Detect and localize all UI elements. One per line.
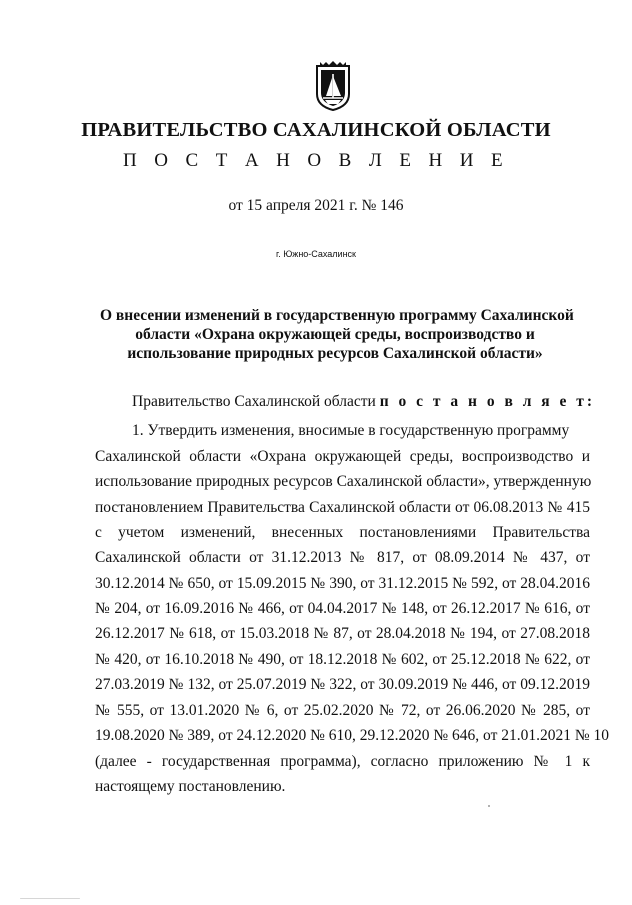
intro-line <box>132 392 595 411</box>
document-type: П О С Т А Н О В Л Е Н И Е <box>122 150 510 171</box>
document-city: г. Южно-Сахалинск <box>276 249 356 259</box>
body-line: 30.12.2014 № 650, от 15.09.2015 № 390, от 31.12.2015 № 592, от 28.04.2016 <box>95 575 590 592</box>
body-line: настоящему постановлению. <box>95 778 286 795</box>
document-subject <box>100 306 574 363</box>
body-line: 19.08.2020 № 389, от 24.12.2020 № 610, 29.12.2020 № 646, от 21.01.2021 № 10 <box>95 727 610 744</box>
body-line: с учетом изменений, внесенных постановлениями Правительства <box>95 524 590 541</box>
body-line: постановлением Правительства Сахалинской области от 06.08.2013 № 415 <box>95 499 590 516</box>
organization-title: ПРАВИТЕЛЬСТВО САХАЛИНСКОЙ ОБЛАСТИ <box>81 119 551 141</box>
body-line: 26.12.2017 № 618, от 15.03.2018 № 87, от 28.04.2018 № 194, от 27.08.2018 <box>95 625 590 642</box>
body-line: использование природных ресурсов Сахалинской области», утвержденную <box>95 473 592 490</box>
scan-edge-mark <box>20 898 80 899</box>
scan-speck <box>488 805 490 807</box>
coat-of-arms-icon <box>314 60 352 112</box>
subject-line: О внесении изменений в государственную программу Сахалинской <box>100 307 574 324</box>
body-line: 1. Утвердить изменения, вносимые в государственную программу <box>132 422 570 439</box>
body-line: Сахалинской области от 31.12.2013 № 817, от 08.09.2014 № 437, от <box>95 549 590 566</box>
body-line: (далее - государственная программа), согласно приложению № 1 к <box>95 753 590 770</box>
intro-prefix: Правительство Сахалинской области <box>132 393 380 410</box>
body-line: Сахалинской области «Охрана окружающей среды, воспроизводство и <box>95 448 590 465</box>
document-date-number: от 15 апреля 2021 г. № 146 <box>228 197 404 214</box>
body-line: № 420, от 16.10.2018 № 490, от 18.12.2018 № 602, от 25.12.2018 № 622, от <box>95 651 590 668</box>
body-line: № 204, от 16.09.2016 № 466, от 04.04.2017 № 148, от 26.12.2017 № 616, от <box>95 600 590 617</box>
intro-decree: п о с т а н о в л я е т: <box>379 393 596 410</box>
subject-line: использование природных ресурсов Сахалинской области» <box>127 345 543 362</box>
body-line: 27.03.2019 № 132, от 25.07.2019 № 322, от 30.09.2019 № 446, от 09.12.2019 <box>95 676 590 693</box>
body-line: № 555, от 13.01.2020 № 6, от 25.02.2020 № 72, от 26.06.2020 № 285, от <box>95 702 590 719</box>
subject-line: области «Охрана окружающей среды, воспроизводство и <box>135 326 535 343</box>
